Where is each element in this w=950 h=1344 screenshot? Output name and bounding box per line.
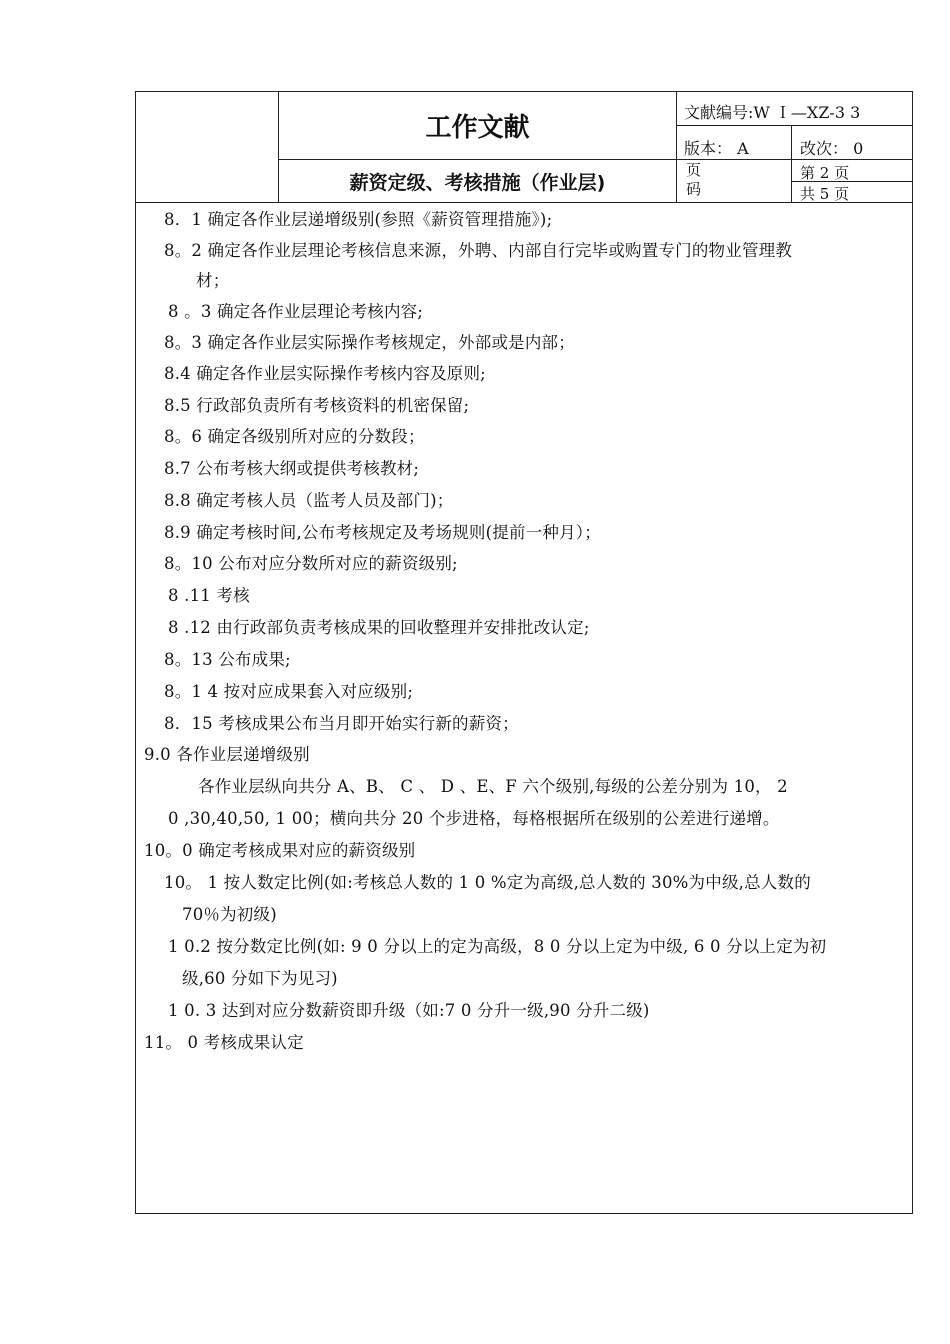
- section-heading: 9.0 各作业层递增级别: [144, 745, 310, 764]
- text-line: 70％为初级): [182, 905, 277, 924]
- divider: [791, 126, 792, 202]
- text-line: 8.9 确定考核时间,公布考核规定及考场规则(提前一种月）；: [164, 523, 601, 542]
- text-line: 8．1 确定各作业层递增级别(参照《薪资管理措施》);: [164, 210, 553, 229]
- divider: [676, 92, 677, 202]
- text-line: 各作业层纵向共分 A、B、 C 、 D 、E、F 六个级别,每级的公差分别为 10， 2: [198, 777, 788, 796]
- doc-number: 文献编号:W Ｉ—XZ-3 3: [684, 103, 861, 122]
- divider: [676, 159, 912, 160]
- revision: 改次： 0: [800, 139, 864, 158]
- divider: [676, 125, 912, 126]
- text-line: 级,60 分如下为见习): [182, 969, 338, 988]
- page-total: 共 5 页: [800, 185, 850, 203]
- section-heading: 11。 0 考核成果认定: [144, 1033, 304, 1052]
- page-current: 第 2 页: [800, 164, 850, 182]
- header-table: [136, 92, 912, 202]
- text-line: 0 ,30,40,50, 1 00；横向共分 20 个步进格，每格根据所在级别的公差进行递增。: [168, 809, 780, 828]
- text-line: 8。13 公布成果;: [164, 650, 291, 669]
- text-line: 8 .12 由行政部负责考核成果的回收整理并安排批改认定;: [168, 618, 590, 637]
- version: 版本： A: [684, 139, 749, 158]
- divider: [136, 202, 912, 203]
- section-heading: 10。0 确定考核成果对应的薪资级别: [144, 841, 416, 860]
- text-line: 8。2 确定各作业层理论考核信息来源，外聘、内部自行完毕或购置专门的物业管理教: [164, 241, 793, 260]
- text-line: 8。3 确定各作业层实际操作考核规定，外部或是内部；: [164, 333, 575, 352]
- text-line: 8.5 行政部负责所有考核资料的机密保留;: [164, 396, 470, 415]
- text-line: 材；: [196, 271, 230, 290]
- text-line: 8 .11 考核: [168, 586, 250, 605]
- text-line: 8。1 4 按对应成果套入对应级别;: [164, 682, 414, 701]
- text-line: 8.8 确定考核人员（监考人员及部门)；: [164, 491, 454, 510]
- document-title: 工作文献: [425, 113, 530, 143]
- text-line: 1 0. 3 达到对应分数薪资即升级（如:7 0 分升一级,90 分升二级): [168, 1001, 650, 1020]
- text-line: 8.7 公布考核大纲或提供考核教材;: [164, 459, 420, 478]
- text-line: 10。 1 按人数定比例(如:考核总人数的 1 0 %定为高级,总人数的 30%为中级,总人数的: [164, 873, 811, 892]
- document-subtitle: 薪资定级、考核措施（作业层): [349, 171, 606, 194]
- text-line: 1 0.2 按分数定比例(如: 9 0 分以上的定为高级，8 0 分以上定为中级, 6 0 分以上定为初: [168, 937, 827, 956]
- page-label-2: 码: [686, 180, 702, 198]
- text-line: 8。6 确定各级别所对应的分数段；: [164, 427, 425, 446]
- text-line: 8.4 确定各作业层实际操作考核内容及原则;: [164, 364, 486, 383]
- page-label-1: 页: [686, 161, 702, 179]
- text-line: 8 。3 确定各作业层理论考核内容;: [168, 302, 424, 321]
- text-line: 8．15 考核成果公布当月即开始实行新的薪资；: [164, 714, 519, 733]
- document-frame: [135, 91, 913, 1214]
- text-line: 8。10 公布对应分数所对应的薪资级别;: [164, 554, 458, 573]
